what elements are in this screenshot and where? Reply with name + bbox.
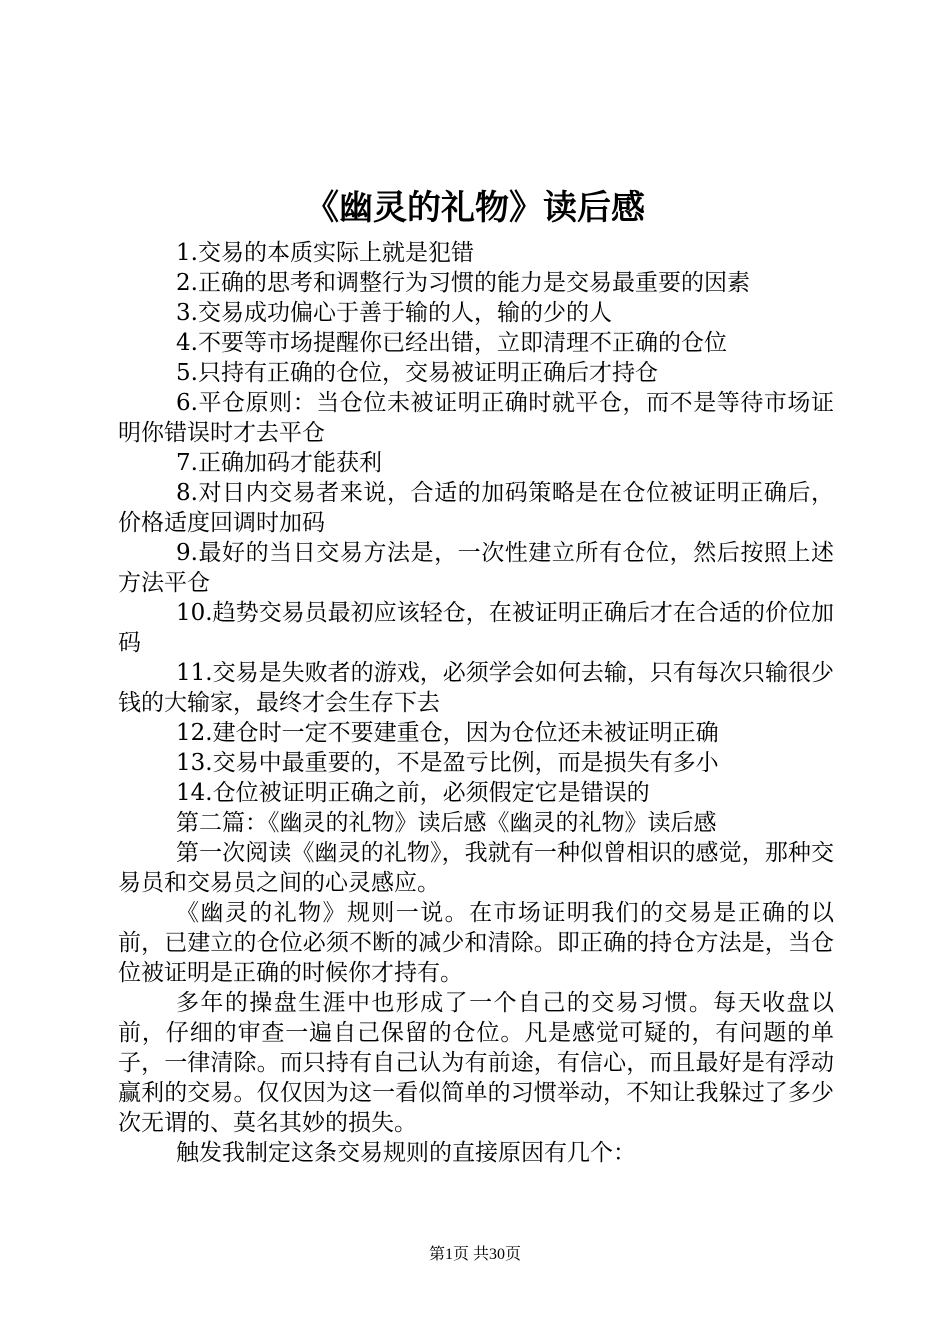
paragraph: 6.平仓原则：当仓位未被证明正确时就平仓，而不是等待市场证明你错误时才去平仓 — [118, 390, 834, 446]
document-body — [118, 238, 834, 1168]
page-number-footer: 第1页 共30页 — [428, 1246, 521, 1263]
paragraph: 8.对日内交易者来说，合适的加码策略是在仓位被证明正确后，价格适度回调时加码 — [118, 480, 834, 536]
paragraph: 9.最好的当日交易方法是，一次性建立所有仓位，然后按照上述方法平仓 — [118, 540, 834, 596]
paragraph: 触发我制定这条交易规则的直接原因有几个： — [176, 1140, 636, 1166]
paragraph: 4.不要等市场提醒你已经出错，立即清理不正确的仓位 — [176, 330, 727, 356]
document-title: 《幽灵的礼物》读后感 — [305, 188, 645, 228]
paragraph: 13.交易中最重要的，不是盈亏比例，而是损失有多小 — [176, 750, 719, 776]
paragraph: 3.交易成功偏心于善于输的人，输的少的人 — [176, 300, 612, 326]
paragraph: 多年的操盘生涯中也形成了一个自己的交易习惯。每天收盘以前，仔细的审查一遍自己保留的仓位。凡是感觉可疑的，有问题的单子，一律清除。而只持有自己认为有前途，有信心，而且最好是有浮动赢利的交易。仅仅因为这一看似简单的习惯举动，不知让我躲过了多少次无谓的、莫名其妙的损失。 — [118, 990, 834, 1136]
paragraph: 1.交易的本质实际上就是犯错 — [176, 240, 474, 266]
paragraph: 《幽灵的礼物》规则一说。在市场证明我们的交易是正确的以前，已建立的仓位必须不断的减少和清除。即正确的持仓方法是，当仓位被证明是正确的时候你才持有。 — [118, 900, 834, 986]
paragraph: 2.正确的思考和调整行为习惯的能力是交易最重要的因素 — [176, 270, 750, 296]
paragraph: 10.趋势交易员最初应该轻仓，在被证明正确后才在合适的价位加码 — [118, 600, 834, 656]
paragraph: 第一次阅读《幽灵的礼物》，我就有一种似曾相识的感觉，那种交易员和交易员之间的心灵感应。 — [118, 840, 834, 896]
paragraph: 5.只持有正确的仓位，交易被证明正确后才持仓 — [176, 360, 658, 386]
paragraph: 14.仓位被证明正确之前，必须假定它是错误的 — [176, 780, 650, 806]
paragraph: 12.建仓时一定不要建重仓，因为仓位还未被证明正确 — [176, 720, 719, 746]
section-heading: 第二篇：《幽灵的礼物》读后感《幽灵的礼物》读后感 — [176, 810, 717, 836]
paragraph: 11.交易是失败者的游戏，必须学会如何去输，只有每次只输很少钱的大输家，最终才会生存下去 — [118, 660, 834, 716]
paragraph: 7.正确加码才能获利 — [176, 450, 382, 476]
